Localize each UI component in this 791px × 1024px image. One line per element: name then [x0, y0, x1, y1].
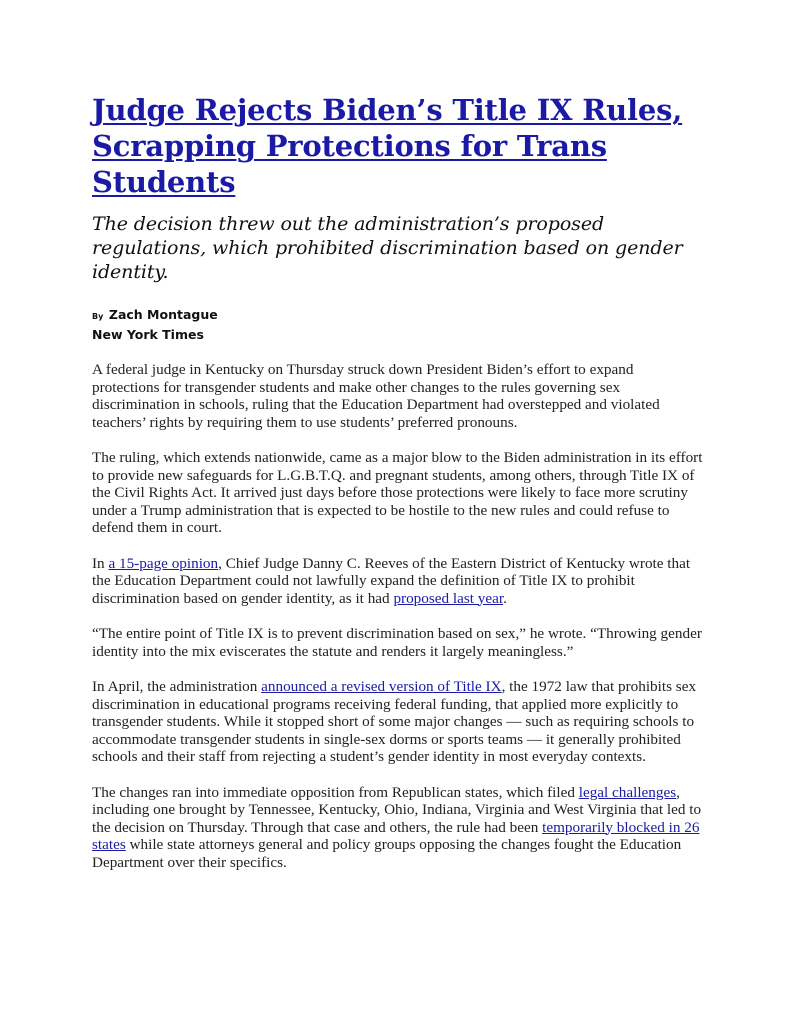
paragraph-6-text-3: while state attorneys general and policy groups opposing the changes fought the Education Department over their specifics. [92, 836, 682, 871]
byline-author: Zach Montague [108, 307, 218, 322]
paragraph-6 [92, 784, 704, 872]
byline-outlet: New York Times [92, 327, 204, 342]
paragraph-3-text-2: , Chief Judge Danny C. Reeves of the Eastern District of Kentucky wrote that the Education Department could not lawfully expand the definition of Title IX to prohibit discrimination based on gender identity, as it had [92, 554, 691, 607]
headline-link[interactable]: Judge Rejects Biden’s Title IX Rules, Scrapping Protections for Trans Students [92, 93, 683, 199]
paragraph-6-text-1: The changes ran into immediate opposition from Republican states, which filed [92, 783, 579, 801]
paragraph-3-text-1: In [92, 554, 109, 572]
paragraph-2: The ruling, which extends nationwide, came as a major blow to the Biden administration in its effort to provide new safeguards for L.G.B.T.Q. and pregnant students, among others, through Title IX of the Civil Rights Act. It arrived just days before those protections were likely to face more scrutiny under a Trump administration that is expected to be hostile to the new rules and could refuse to defend them in court. [92, 449, 703, 536]
paragraph-4: “The entire point of Title IX is to prevent discrimination based on sex,” he wrote. “Throwing gender identity into the mix eviscerates the statute and renders it largely meaningless.” [92, 625, 702, 660]
paragraph-6-text-2: , including one brought by Tennessee, Kentucky, Ohio, Indiana, Virginia and West Virginia that led to the decision on Thursday. Through that case and others, the rule had been [92, 783, 702, 836]
paragraph-5-text-1: In April, the administration [92, 678, 262, 695]
paragraph-5 [92, 678, 704, 766]
paragraph-1: A federal judge in Kentucky on Thursday struck down President Biden’s effort to expand protections for transgender students and make other changes to the rules governing sex discrimination in schools, ruling that the Education Department had overstepped and violated teachers’ rights by requiring them to use students’ preferred pronouns. [92, 361, 660, 431]
subheadline: The decision threw out the administration’s proposed regulations, which prohibited discrimination based on gender identity. [92, 213, 683, 283]
byline-by: By [92, 312, 104, 321]
proposed-last-year-link[interactable]: proposed last year [393, 589, 504, 607]
legal-challenges-link[interactable]: legal challenges [578, 783, 677, 801]
article-body [92, 361, 704, 871]
paragraph-5-text-2: , the 1972 law that prohibits sex discrimination in educational programs receiving federal funding, that applied more explicitly to transgender students. While it stopped short of some major changes — such as requiring schools to accommodate transgender students in single-sex dorms or sports teams — it generally prohibited schools and their staff from rejecting a student’s gender identity in most everyday contexts. [92, 678, 697, 765]
paragraph-3 [92, 555, 704, 608]
revised-title-ix-link[interactable]: announced a revised version of Title IX [261, 678, 502, 695]
paragraph-3-text-3: . [503, 589, 507, 607]
document-page [92, 92, 704, 889]
blocked-states-link[interactable]: temporarily blocked in 26 states [92, 818, 700, 853]
byline [92, 304, 704, 344]
opinion-link[interactable]: a 15-page opinion [108, 554, 219, 572]
